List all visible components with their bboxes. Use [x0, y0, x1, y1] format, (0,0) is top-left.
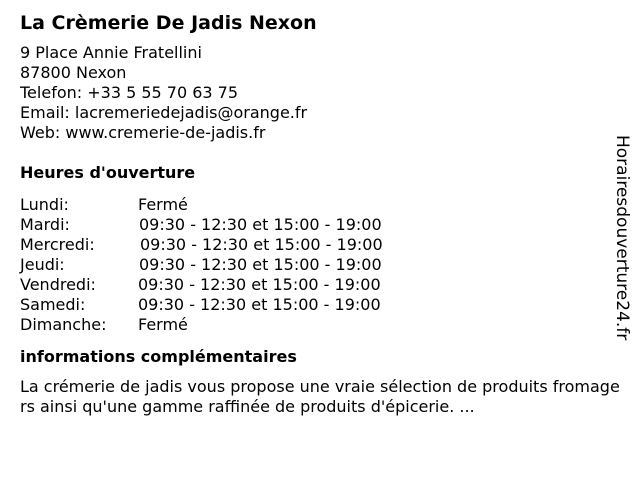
hours-row	[20, 215, 610, 235]
day-label: Lundi:	[20, 195, 69, 214]
hours-row	[20, 315, 610, 335]
additional-info-heading: informations complémentaires	[20, 347, 297, 366]
watermark-text: Horairesdouverture24.fr	[612, 135, 632, 341]
hours-value: Fermé	[138, 195, 188, 214]
day-label: Dimanche:	[20, 315, 107, 334]
city-postcode: 87800 Nexon	[20, 63, 127, 82]
additional-info-text: La crémerie de jadis vous propose une vraie sélection de produits fromagers ainsi qu'une gamme raffinée de produits d'épicerie. ...	[20, 377, 620, 416]
phone-number: Telefon: +33 5 55 70 63 75	[20, 83, 239, 102]
hours-value: 09:30 - 12:30 et 15:00 - 19:00	[139, 255, 382, 274]
hours-value: Fermé	[138, 315, 188, 334]
day-label: Samedi:	[20, 295, 86, 314]
day-label: Jeudi:	[20, 255, 65, 274]
business-card	[20, 11, 620, 417]
hours-value: 09:30 - 12:30 et 15:00 - 19:00	[140, 235, 383, 254]
vertical-watermark	[612, 135, 632, 345]
day-label: Mercredi:	[20, 235, 95, 254]
hours-value: 09:30 - 12:30 et 15:00 - 19:00	[139, 215, 382, 234]
hours-row	[20, 255, 610, 275]
hours-value: 09:30 - 12:30 et 15:00 - 19:00	[138, 275, 381, 294]
business-name: La Crèmerie De Jadis Nexon	[20, 12, 317, 34]
hours-row	[20, 195, 610, 215]
hours-value: 09:30 - 12:30 et 15:00 - 19:00	[138, 295, 381, 314]
opening-hours-table	[20, 195, 610, 335]
day-label: Mardi:	[20, 215, 70, 234]
hours-row	[20, 295, 610, 315]
contact-block	[20, 43, 610, 143]
hours-row	[20, 235, 610, 255]
opening-hours-heading: Heures d'ouverture	[20, 163, 196, 182]
day-label: Vendredi:	[20, 275, 96, 294]
website-address: Web: www.cremerie-de-jadis.fr	[20, 123, 266, 142]
hours-row	[20, 275, 610, 295]
street-address: 9 Place Annie Fratellini	[20, 43, 202, 62]
email-address: Email: lacremeriedejadis@orange.fr	[20, 103, 308, 122]
